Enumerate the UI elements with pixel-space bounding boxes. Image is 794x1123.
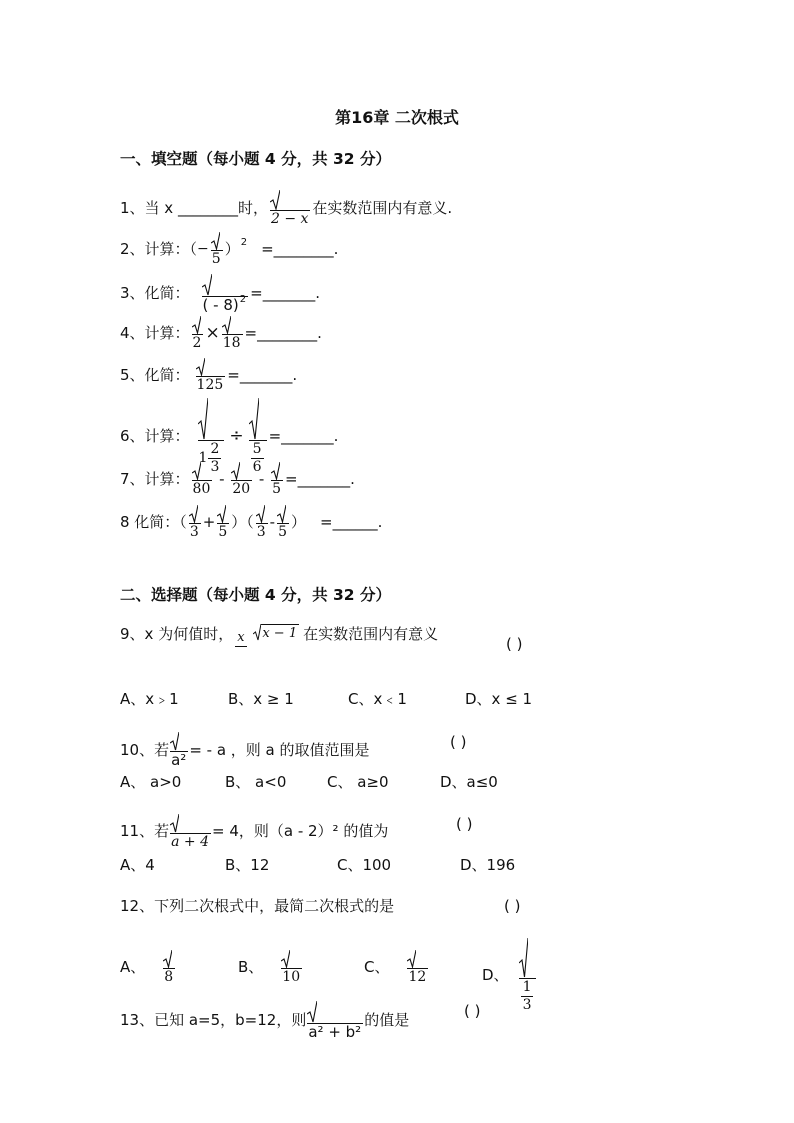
q7-radical-1 <box>192 462 213 496</box>
q11-tail: = 4，则（a - 2）² 的值为 <box>211 822 389 840</box>
question-12: 12、下列二次根式中，最简二次根式的是 <box>120 897 395 915</box>
q4-answer-blank: =________. <box>244 323 322 342</box>
q12-radical-c <box>407 950 428 984</box>
q11-option-a: A、4 <box>120 856 155 874</box>
radical-sign-icon <box>170 732 179 751</box>
q12-radical-b <box>281 950 302 984</box>
radical-sign-icon <box>170 814 179 833</box>
q2-minus: − <box>197 241 209 257</box>
question-11 <box>120 814 388 849</box>
q7-radical-2 <box>231 462 252 496</box>
q5-radical <box>196 358 226 392</box>
q10-option-c: C、 a≥0 <box>327 773 389 791</box>
q9-option-d: D、x ≤ 1 <box>465 690 533 708</box>
radical-sign-icon <box>217 505 226 523</box>
q2-answer-blank: =________. <box>261 239 339 258</box>
q6-denominator-1: 3 <box>210 458 220 475</box>
q8-text: 8 化简：（ <box>120 512 187 531</box>
q6-numerator-1: 2 <box>210 441 220 457</box>
q6-text: 6、计算： <box>120 426 190 445</box>
q4-radical-1 <box>192 316 204 350</box>
q5-text: 5、化简： <box>120 365 190 384</box>
q4-text: 4、计算： <box>120 323 190 342</box>
q6-whole: 1 <box>198 450 208 467</box>
q3-exponent: 2 <box>239 293 247 305</box>
radical-sign-icon <box>163 950 172 968</box>
q8-answer-blank: =______. <box>320 512 383 531</box>
q1-radicand: 2 − x <box>270 211 309 227</box>
radical-sign-icon <box>249 398 259 440</box>
radical-sign-icon <box>189 505 198 523</box>
q10-option-b: B、 a<0 <box>225 773 287 791</box>
q8-radical-2 <box>217 505 229 539</box>
q13-radicand: a² + b² <box>308 1023 362 1041</box>
radical-sign-icon <box>211 232 220 250</box>
q11-answer-paren: ( ) <box>456 815 473 833</box>
q11-radical <box>170 814 211 849</box>
q8-radicand-4: 5 <box>278 524 288 540</box>
q7-minus-2: - <box>254 469 270 488</box>
q11-option-b: B、12 <box>225 856 270 874</box>
q3-radicand: ( - 8) <box>202 296 239 314</box>
q9-option-a: A、x﹥1 <box>120 690 179 708</box>
question-8 <box>120 505 382 539</box>
q4-radicand-2: 18 <box>222 335 241 351</box>
q12-radical-a <box>163 950 175 984</box>
q13-tail: 的值是 <box>364 1011 410 1029</box>
q8-minus: - <box>269 512 276 531</box>
q10-text: 10、若 <box>120 740 170 759</box>
q10-radicand: a² <box>171 751 187 769</box>
radical-sign-icon <box>256 505 265 523</box>
question-2 <box>120 232 338 266</box>
q9-tail: 在实数范围内有意义 <box>303 624 439 643</box>
question-13 <box>120 1001 409 1040</box>
q12-label-d: D、 <box>482 965 509 984</box>
q9-numerator: x <box>237 630 245 645</box>
q12-answer-paren: ( ) <box>504 897 521 915</box>
q8-radicand-2: 5 <box>218 524 228 540</box>
q12-radicand-a: 8 <box>164 969 174 985</box>
q1-text: 1、当 x ________时， <box>120 198 268 217</box>
q7-radicand-1: 80 <box>192 481 211 497</box>
q8-radical-4 <box>277 505 289 539</box>
q8-close: ） <box>291 512 307 531</box>
radical-sign-icon <box>270 190 280 210</box>
radical-sign-icon <box>407 950 416 968</box>
q8-radicand-1: 3 <box>189 524 199 540</box>
q10-tail: = - a ，则 a 的取值范围是 <box>189 740 370 759</box>
section-2-heading: 二、选择题（每小题 4 分，共 32 分） <box>120 586 391 604</box>
radical-sign-icon <box>253 624 261 641</box>
q3-radicand-group <box>202 293 249 314</box>
q2-radicand: 5 <box>211 251 221 267</box>
q12-label-b: B、 <box>238 957 264 976</box>
question-4 <box>120 316 322 350</box>
q12-radicand-c: 12 <box>408 969 427 985</box>
q6-denominator-2: 6 <box>252 458 262 475</box>
q9-denominator <box>251 626 301 645</box>
q13-text: 13、已知 a=5，b=12，则 <box>120 1011 307 1029</box>
q9-radicand: x − 1 <box>262 625 298 641</box>
q5-answer-blank: =_______. <box>227 365 298 384</box>
q13-answer-paren: ( ) <box>464 1002 481 1020</box>
q12-radical-d <box>519 938 537 1012</box>
q8-radical-1 <box>189 505 201 539</box>
q11-option-d: D、196 <box>460 856 516 874</box>
q11-option-c: C、100 <box>337 856 392 874</box>
q2-close: ） <box>224 239 240 258</box>
q1-tail: 在实数范围内有意义. <box>312 198 453 217</box>
q12-option-c <box>364 950 430 984</box>
q10-option-a: A、 a>0 <box>120 773 182 791</box>
radical-sign-icon <box>192 316 201 334</box>
q12-option-a <box>120 950 177 984</box>
radical-sign-icon <box>271 462 280 480</box>
q11-text: 11、若 <box>120 822 170 840</box>
radical-sign-icon <box>307 1001 317 1023</box>
q5-radicand: 125 <box>196 377 224 393</box>
q10-option-d: D、a≤0 <box>440 773 498 791</box>
q2-exponent: 2 <box>240 237 248 248</box>
q3-radical <box>202 274 249 313</box>
q12-numerator-d: 1 <box>522 979 532 995</box>
question-3 <box>120 274 320 313</box>
q9-radical <box>253 624 299 641</box>
page-title: 第16章 二次根式 <box>335 108 459 127</box>
q7-text: 7、计算： <box>120 469 190 488</box>
q12-label-a: A、 <box>120 957 146 976</box>
question-5 <box>120 358 297 392</box>
q9-option-c: C、x﹤1 <box>348 690 407 708</box>
radical-sign-icon <box>277 505 286 523</box>
q2-text: 2、计算：（ <box>120 239 198 258</box>
q7-radicand-2: 20 <box>232 481 251 497</box>
q8-mid-paren: ）（ <box>231 512 254 531</box>
radical-sign-icon <box>192 462 201 480</box>
q10-answer-paren: ( ) <box>450 733 467 751</box>
radical-sign-icon <box>202 274 212 296</box>
radical-sign-icon <box>519 938 528 978</box>
q12-fraction-d <box>521 980 534 1012</box>
q13-radical <box>307 1001 363 1040</box>
q1-radical <box>270 190 310 226</box>
q12-option-d <box>482 938 538 1012</box>
q4-radicand-1: 2 <box>192 335 202 351</box>
q7-answer-blank: =_______. <box>285 469 355 488</box>
q4-times: × <box>205 322 220 343</box>
q12-radicand-b: 10 <box>282 969 301 985</box>
radical-sign-icon <box>196 358 205 376</box>
q9-text: 9、x 为何值时， <box>120 624 234 643</box>
q11-radicand: a + 4 <box>171 834 209 850</box>
question-10 <box>120 732 370 768</box>
q12-option-b <box>238 950 304 984</box>
q9-fraction <box>235 624 301 645</box>
q9-answer-paren: ( ) <box>506 635 523 653</box>
q6-numerator-2: 5 <box>252 441 262 457</box>
radical-sign-icon <box>281 950 290 968</box>
question-7 <box>120 462 355 496</box>
q9-option-b: B、x ≥ 1 <box>228 690 294 708</box>
q3-answer-blank: =_______. <box>250 284 320 302</box>
q8-radicand-3: 3 <box>256 524 266 540</box>
question-9 <box>120 624 438 645</box>
q12-radical-d-body <box>519 978 537 1012</box>
section-1-heading: 一、填空题（每小题 4 分，共 32 分） <box>120 150 391 168</box>
q8-radical-3 <box>256 505 268 539</box>
q12-denominator-d: 3 <box>522 996 532 1013</box>
q12-label-c: C、 <box>364 957 390 976</box>
question-1 <box>120 190 452 226</box>
radical-sign-icon <box>198 398 208 440</box>
radical-sign-icon <box>222 316 231 334</box>
q2-radical <box>211 232 223 266</box>
q6-answer-blank: =_______. <box>268 426 339 445</box>
q7-radicand-3: 5 <box>272 481 282 497</box>
radical-sign-icon <box>231 462 240 480</box>
q8-plus: + <box>202 512 216 531</box>
q7-minus-1: - <box>214 469 230 488</box>
q6-divide: ÷ <box>229 425 244 446</box>
q4-radical-2 <box>222 316 243 350</box>
q7-radical-3 <box>271 462 283 496</box>
q3-text: 3、化简： <box>120 284 190 302</box>
q10-radical <box>170 732 188 768</box>
